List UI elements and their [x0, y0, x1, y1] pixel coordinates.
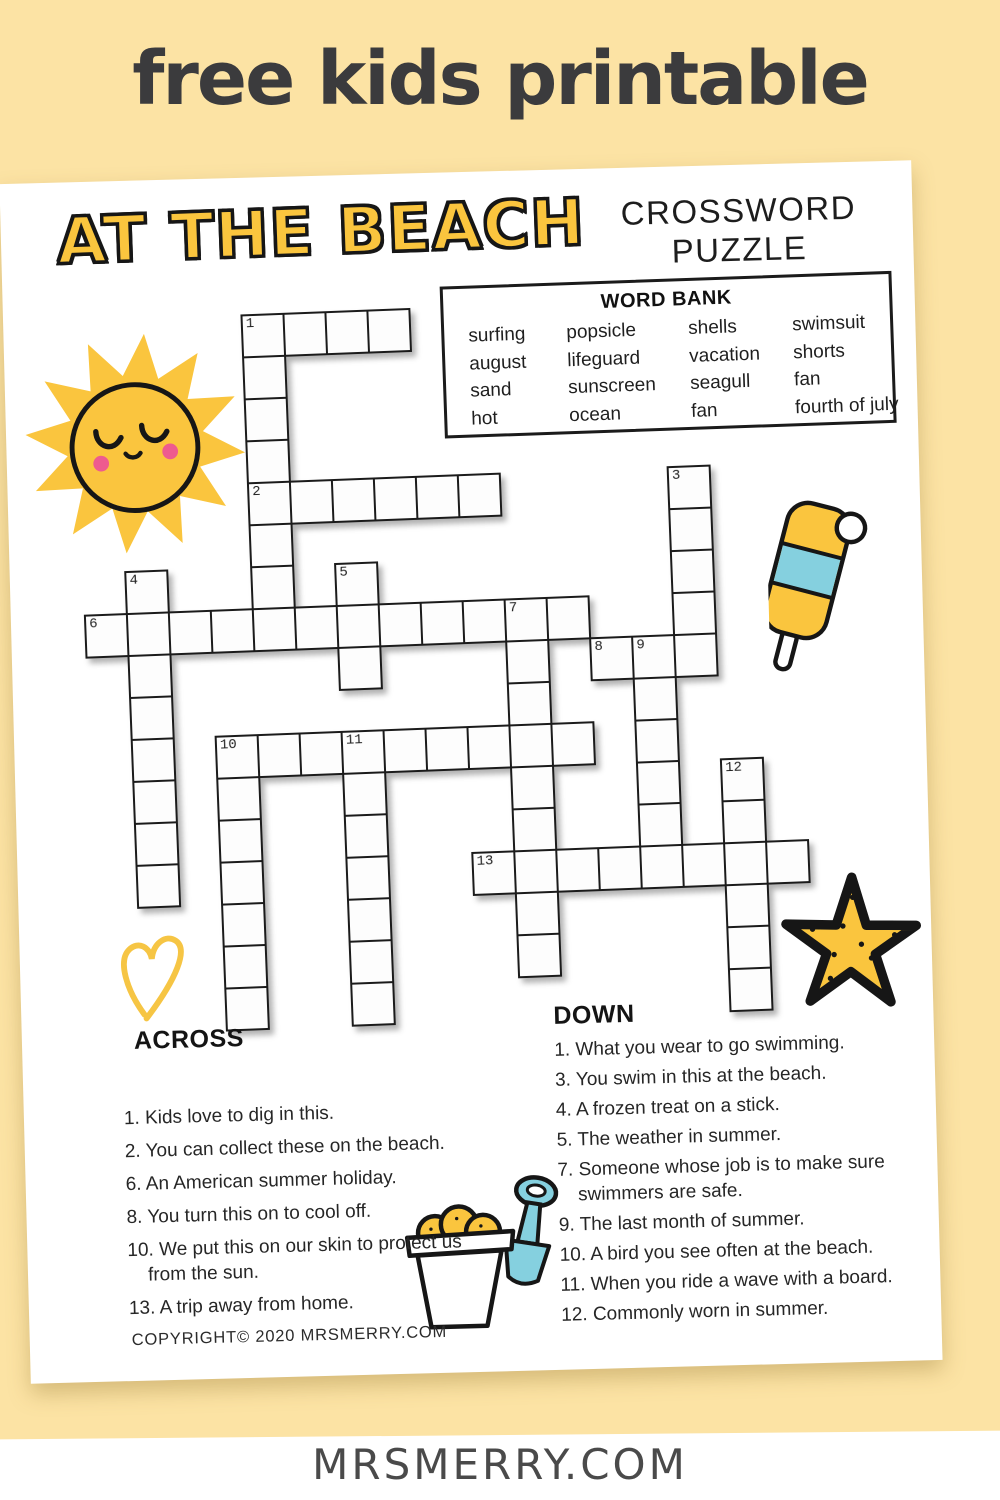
grid-cell: [723, 841, 769, 887]
cell-number: 4: [129, 572, 139, 589]
clue-item: 4. A frozen treat on a stick.: [555, 1094, 780, 1121]
grid-cell: [546, 595, 592, 641]
grid-cell: [668, 507, 714, 553]
word-bank-word: seagull: [689, 370, 751, 394]
clue-item: 6. An American summer holiday.: [125, 1167, 397, 1196]
grid-cell: [462, 599, 508, 645]
grid-cell: [504, 597, 550, 643]
grid-cell: [725, 883, 771, 929]
clue-item: 13. A trip away from home.: [128, 1292, 355, 1320]
banner-title: free kids printable: [132, 36, 868, 122]
subtitle-line-1: CROSSWORD: [620, 188, 857, 232]
grid-cell: [512, 807, 558, 853]
grid-cell: [508, 723, 554, 769]
grid-cell: [131, 737, 177, 783]
word-bank-word: surfing: [468, 323, 526, 347]
down-header: DOWN: [553, 999, 635, 1030]
clue-item: 10. We put this on our skin to protect us from the sun.: [127, 1231, 463, 1286]
grid-cell: [667, 465, 713, 511]
clue-item: 1. What you wear to go swimming.: [554, 1032, 845, 1061]
grid-cell: [639, 844, 685, 890]
grid-cell: [589, 636, 635, 682]
grid-cell: [216, 776, 262, 822]
word-bank-word: hot: [470, 407, 499, 430]
puzzle-subtitle: [592, 187, 886, 273]
grid-cell: [420, 600, 466, 646]
grid-cell: [513, 849, 559, 895]
grid-cell: [373, 476, 419, 522]
grid-cell: [515, 891, 561, 937]
grid-cell: [334, 561, 380, 607]
word-bank-word: fan: [690, 399, 718, 422]
grid-cell: [299, 731, 345, 777]
grid-cell: [250, 565, 296, 611]
grid-cell: [516, 933, 562, 979]
grid-cell: [126, 611, 172, 657]
grid-cell: [252, 607, 298, 653]
word-bank-word: fan: [793, 368, 821, 391]
clue-item: 5. The weather in summer.: [556, 1124, 782, 1151]
grid-cell: [337, 645, 383, 691]
grid-cell: [550, 721, 596, 767]
cell-number: 9: [636, 637, 646, 654]
grid-cell: [633, 676, 679, 722]
clue-item: 12. Commonly worn in summer.: [560, 1297, 829, 1326]
word-bank-word: shells: [687, 316, 738, 339]
grid-cell: [294, 605, 340, 651]
grid-cell: [726, 925, 772, 971]
grid-cell: [282, 311, 328, 357]
grid-cell: [331, 477, 377, 523]
grid-cell: [247, 481, 293, 527]
copyright-text: COPYRIGHT© 2020 MRSMERRY.COM: [131, 1322, 448, 1350]
grid-cell: [466, 724, 512, 770]
grid-cell: [555, 847, 601, 893]
word-bank-word: sunscreen: [567, 374, 657, 399]
cell-number: 2: [251, 483, 261, 501]
cell-number: 13: [476, 853, 494, 870]
grid-cell: [223, 944, 269, 990]
grid-cell: [347, 897, 393, 943]
cell-number: 7: [508, 600, 518, 617]
word-bank-word: vacation: [688, 342, 761, 367]
grid-cell: [244, 397, 290, 443]
grid-cell: [471, 850, 517, 896]
grid-cell: [638, 802, 684, 848]
grid-cell: [507, 681, 553, 727]
down-clue-list: [554, 1028, 952, 1333]
grid-cell: [382, 728, 428, 774]
grid-cell: [631, 634, 677, 680]
grid-cell: [84, 613, 130, 659]
grid-cell: [168, 610, 214, 656]
grid-cell: [218, 818, 264, 864]
grid-cell: [135, 863, 181, 909]
word-bank-column: [792, 308, 899, 422]
grid-cell: [245, 439, 291, 485]
grid-cell: [129, 695, 175, 741]
word-bank-word: fourth of july: [794, 393, 899, 418]
cell-number: 5: [339, 564, 349, 581]
word-bank-word: popsicle: [565, 319, 637, 344]
grid-cell: [634, 718, 680, 764]
cell-number: 1: [245, 315, 255, 333]
grid-cell: [341, 729, 387, 775]
across-header: ACROSS: [133, 1024, 245, 1055]
grid-cell: [289, 479, 335, 525]
grid-cell: [349, 939, 395, 985]
grid-cell: [350, 981, 396, 1027]
grid-cell: [378, 602, 424, 648]
clue-item: 8. You turn this on to cool off.: [126, 1200, 372, 1229]
grid-cell: [215, 734, 261, 780]
grid-cell: [210, 608, 256, 654]
grid-cell: [366, 308, 412, 354]
cell-number: 12: [724, 759, 743, 777]
word-bank-title: WORD BANK: [600, 286, 733, 314]
cell-number: 8: [594, 638, 604, 656]
grid-cell: [671, 590, 717, 636]
clue-item: 10. A bird you see often at the beach.: [559, 1236, 874, 1266]
grid-cell: [670, 548, 716, 594]
printable-page: [0, 160, 943, 1383]
grid-cell: [242, 355, 288, 401]
grid-cell: [124, 569, 170, 615]
grid-cell: [510, 765, 556, 811]
grid-cell: [505, 639, 551, 685]
cell-number: 6: [88, 616, 98, 633]
grid-cell: [127, 653, 173, 699]
footer-site-name: MRSMERRY.COM: [312, 1440, 688, 1489]
cell-number: 10: [219, 736, 238, 754]
grid-cell: [720, 757, 766, 803]
grid-cell: [345, 855, 391, 901]
word-bank-word: ocean: [568, 402, 622, 426]
grid-cell: [728, 967, 774, 1013]
grid-cell: [636, 760, 682, 806]
grid-cell: [415, 474, 461, 520]
page-title: AT THE BEACH: [55, 186, 587, 280]
grid-cell: [673, 632, 719, 678]
clue-item: 3. You swim in this at the beach.: [554, 1062, 827, 1091]
grid-cell: [342, 771, 388, 817]
grid-cell: [424, 726, 470, 772]
clue-item: 11. When you ride a wave with a board.: [560, 1266, 893, 1296]
clue-item: 2. You can collect these on the beach.: [124, 1132, 446, 1163]
grid-cell: [221, 902, 267, 948]
grid-cell: [240, 313, 286, 359]
word-bank-word: swimsuit: [791, 311, 866, 336]
grid-cell: [324, 310, 370, 356]
cell-number: 11: [345, 732, 363, 749]
subtitle-line-2: PUZZLE: [671, 229, 808, 270]
grid-cell: [132, 779, 178, 825]
word-bank-word: shorts: [792, 340, 846, 363]
clue-item: 9. The last month of summer.: [558, 1208, 805, 1236]
grid-cell: [336, 603, 382, 649]
grid-cell: [457, 473, 503, 519]
grid-cell: [681, 842, 727, 888]
grid-cell: [765, 839, 811, 885]
grid-cell: [344, 813, 390, 859]
word-bank-word: sand: [469, 379, 512, 402]
clue-item: 1. Kids love to dig in this.: [123, 1102, 335, 1130]
across-clue-list: [124, 1096, 502, 1329]
grid-cell: [249, 523, 295, 569]
grid-cell: [219, 860, 265, 906]
grid-cell: [257, 732, 303, 778]
grid-cell: [134, 821, 180, 867]
word-bank-word: lifeguard: [566, 347, 641, 371]
crossword-grid: [73, 293, 818, 1038]
clue-item: 7. Someone whose job is to make sure swimmers are safe.: [557, 1151, 886, 1206]
grid-cell: [597, 845, 643, 891]
grid-cell: [721, 799, 767, 845]
cell-number: 3: [671, 467, 681, 485]
word-bank-word: august: [468, 351, 527, 375]
